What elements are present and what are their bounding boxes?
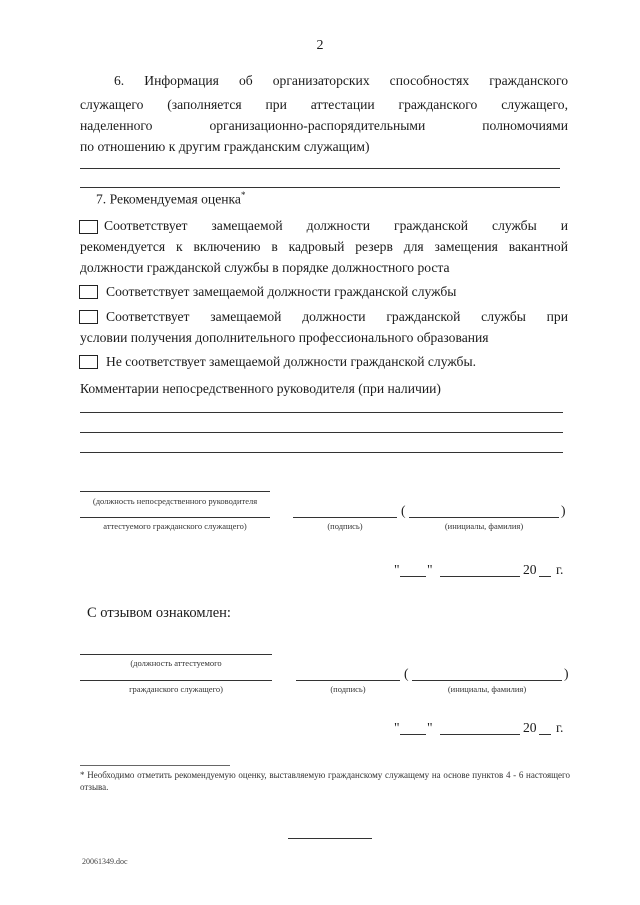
employee-name-paren-open: ( xyxy=(404,666,409,681)
option1-line3: должности гражданской службы в порядке должностного роста xyxy=(80,260,450,275)
footnote-ref-mark: * xyxy=(240,190,246,200)
bottom-separator xyxy=(288,838,372,839)
manager-name-caption: (инициалы, фамилия) xyxy=(444,521,524,531)
manager-position-line-1[interactable] xyxy=(80,491,270,492)
option4-line1: Не соответствует замещаемой должности гражданской службы. xyxy=(106,354,476,369)
manager-signature-caption: (подпись) xyxy=(327,521,363,531)
option1-line2: рекомендуется к включению в кадровый резерв для замещения вакантной xyxy=(80,239,568,254)
comments-line-2[interactable] xyxy=(80,432,563,433)
employee-signature-line[interactable] xyxy=(296,680,400,681)
section7-heading xyxy=(96,190,245,208)
employee-date-day-line[interactable] xyxy=(400,734,426,735)
section7-heading-text: 7. Рекомендуемая оценка xyxy=(96,191,241,207)
option3-line2: условии получения дополнительного профессионального образования xyxy=(80,330,489,345)
section6-line4: по отношению к другим гражданским служащим) xyxy=(80,139,370,154)
section6-answer-line-2[interactable] xyxy=(80,187,560,188)
manager-date-quote-open: " xyxy=(394,562,400,577)
employee-date-year-suffix: г. xyxy=(556,720,564,735)
manager-date-day-line[interactable] xyxy=(400,576,426,577)
manager-date-month-line[interactable] xyxy=(440,576,520,577)
employee-date-quote-open: " xyxy=(394,720,400,735)
manager-name-paren-close: ) xyxy=(561,503,566,518)
option1-line1: Соответствует замещаемой должности гражданской службы и xyxy=(104,218,568,233)
comments-line-1[interactable] xyxy=(80,412,563,413)
employee-position-caption-2: гражданского служащего) xyxy=(129,684,223,694)
doc-filename: 20061349.doc xyxy=(82,857,128,866)
employee-date-quote-close: " xyxy=(427,720,433,735)
manager-date-year-prefix: 20 xyxy=(523,562,537,577)
employee-name-caption: (инициалы, фамилия) xyxy=(447,684,527,694)
employee-position-line-2[interactable] xyxy=(80,680,272,681)
option2-checkbox[interactable] xyxy=(79,285,98,299)
manager-date-year-suffix: г. xyxy=(556,562,564,577)
manager-position-caption-2: аттестуемого гражданского служащего) xyxy=(103,521,247,531)
footnote-separator xyxy=(80,765,230,766)
employee-name-paren-close: ) xyxy=(564,666,569,681)
manager-signature-line[interactable] xyxy=(293,517,397,518)
option4-checkbox[interactable] xyxy=(79,355,98,369)
section6-line2: служащего (заполняется при аттестации гражданского служащего, xyxy=(80,97,568,112)
manager-date-year-line[interactable] xyxy=(539,576,551,577)
employee-date-month-line[interactable] xyxy=(440,734,520,735)
acquaintance-label: С отзывом ознакомлен: xyxy=(87,605,231,621)
manager-position-caption-1: (должность непосредственного руководителя xyxy=(92,496,258,506)
comments-line-3[interactable] xyxy=(80,452,563,453)
footnote xyxy=(80,769,570,793)
manager-name-paren-open: ( xyxy=(401,503,406,518)
manager-name-line[interactable] xyxy=(409,517,559,518)
section6-line1: 6. Информация об организаторских способностях гражданского xyxy=(114,73,568,88)
employee-name-line[interactable] xyxy=(412,680,562,681)
option3-checkbox[interactable] xyxy=(79,310,98,324)
footnote-text: Необходимо отметить рекомендуемую оценку, выставляемую гражданскому служащему на основе пунктов 4 - 6 настоящего отзыва. xyxy=(80,770,571,792)
manager-date-quote-close: " xyxy=(427,562,433,577)
employee-position-caption-1: (должность аттестуемого xyxy=(130,658,222,668)
comments-label: Комментарии непосредственного руководителя (при наличии) xyxy=(80,381,441,396)
option1-checkbox[interactable] xyxy=(79,220,98,234)
employee-signature-caption: (подпись) xyxy=(330,684,366,694)
employee-position-line-1[interactable] xyxy=(80,654,272,655)
footnote-mark: * xyxy=(80,770,85,780)
section6-answer-line-1[interactable] xyxy=(80,168,560,169)
section6-line3: наделенного организационно-распорядительными полномочиями xyxy=(80,118,568,133)
option3-line1: Соответствует замещаемой должности гражданской службы при xyxy=(106,309,568,324)
option2-line1: Соответствует замещаемой должности гражданской службы xyxy=(106,284,457,299)
manager-position-line-2[interactable] xyxy=(80,517,270,518)
employee-date-year-prefix: 20 xyxy=(523,720,537,735)
page-number: 2 xyxy=(316,38,324,53)
employee-date-year-line[interactable] xyxy=(539,734,551,735)
